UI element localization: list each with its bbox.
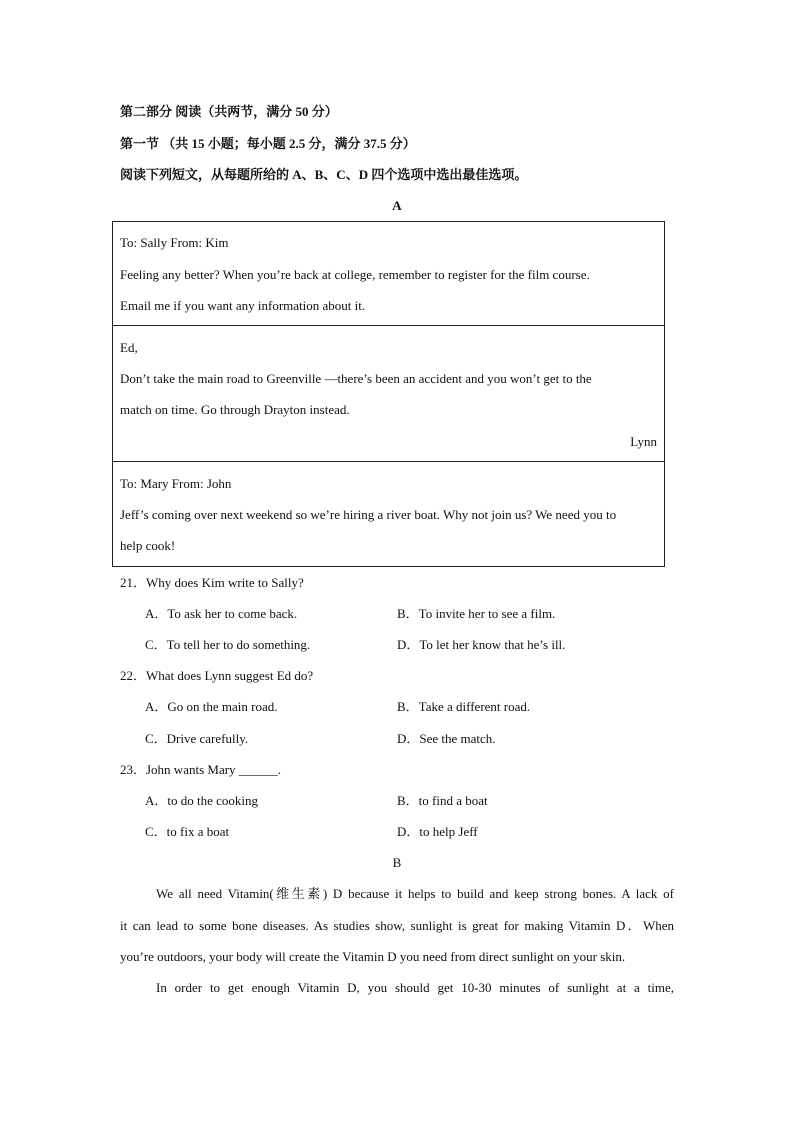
passage-a-title: A [392,198,402,213]
note-header: To: Sally From: Kim [120,235,229,250]
part-heading: 第二部分 阅读（共两节，满分 50 分） [120,104,338,119]
option-d: D．to help Jeff [397,824,478,839]
note-header: To: Mary From: John [120,476,232,491]
paragraph-line: We all need Vitamin(维生素) D because it helps to build and keep strong bones. A lack of [156,886,674,901]
note-body-line: Email me if you want any information about it. [120,298,366,313]
instruction-text: 阅读下列短文，从每题所给的 A、B、C、D 四个选项中选出最佳选项。 [120,167,528,182]
option-b: B．to find a boat [397,793,488,808]
option-d: D．To let her know that he’s ill. [397,637,566,652]
option-d: D．See the match. [397,731,496,746]
option-a: A．to do the cooking [145,793,259,808]
option-a: A．Go on the main road. [145,699,278,714]
question-stem: 22．What does Lynn suggest Ed do? [120,668,314,683]
note-box-sally [112,221,665,326]
note-greeting: Ed, [120,340,138,355]
note-body-line: Feeling any better? When you’re back at college, remember to register for the film course. [120,267,590,282]
option-c: C．To tell her to do something. [145,637,311,652]
note-body-line: Don’t take the main road to Greenville —there’s been an accident and you won’t get to the [120,371,592,386]
option-b: B．Take a different road. [397,699,531,714]
note-box-mary [112,461,665,567]
passage-b-title: B [392,855,402,870]
paragraph-line: you’re outdoors, your body will create the Vitamin D you need from direct sunlight on your skin. [120,949,626,964]
note-body-line: Jeff’s coming over next weekend so we’re hiring a river boat. Why not join us? We need you to [120,507,617,522]
question-stem: 23．John wants Mary ______. [120,762,282,777]
note-box-ed [112,325,665,462]
section-heading: 第一节 （共 15 小题；每小题 2.5 分，满分 37.5 分） [120,136,416,151]
paragraph-line: In order to get enough Vitamin D, you should get 10-30 minutes of sunlight at a time, [156,980,674,995]
option-c: C．Drive carefully. [145,731,249,746]
note-body-line: match on time. Go through Drayton instead. [120,402,350,417]
option-c: C．to fix a boat [145,824,230,839]
note-signature: Lynn [630,434,657,449]
note-body-line: help cook! [120,538,176,553]
question-stem: 21．Why does Kim write to Sally? [120,575,304,590]
option-a: A．To ask her to come back. [145,606,298,621]
option-b: B．To invite her to see a film. [397,606,556,621]
paragraph-line: it can lead to some bone diseases. As studies show, sunlight is great for making Vitamin D．When [120,918,674,933]
